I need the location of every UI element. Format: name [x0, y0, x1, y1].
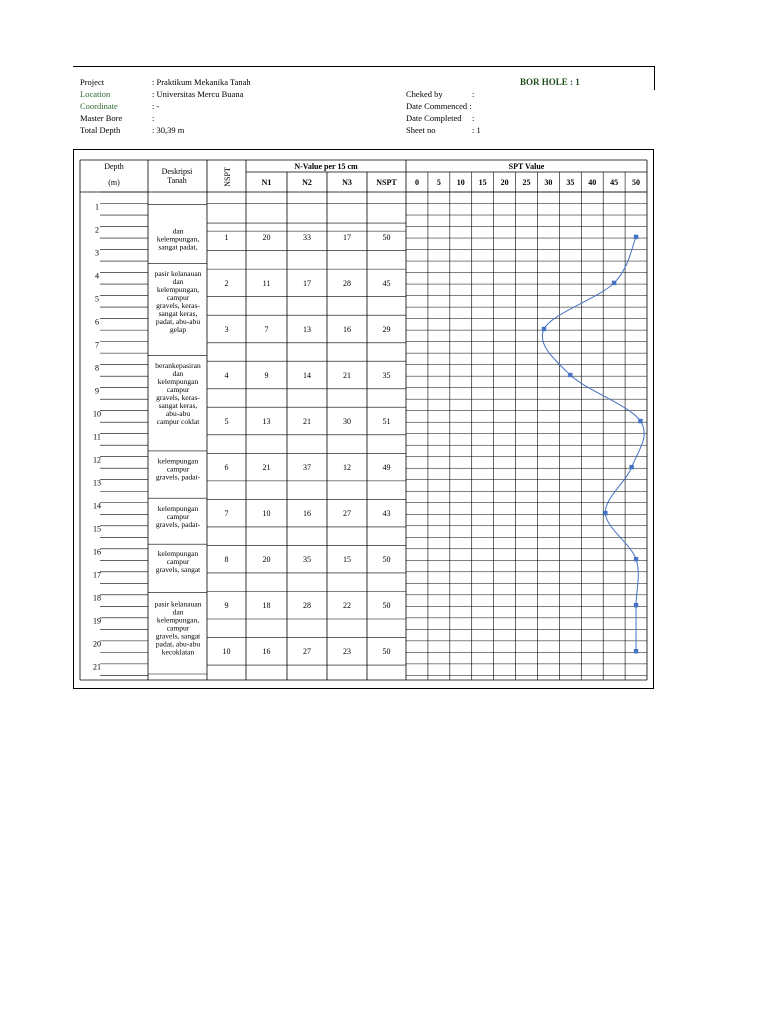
- drilling-row-label: Date Commenced :: [406, 101, 472, 111]
- drilling-row-value: :: [472, 89, 475, 99]
- depth-label: 17: [93, 570, 101, 580]
- soil-description-line: campur: [166, 293, 190, 303]
- n3-value: 15: [343, 555, 351, 565]
- depth-label: 19: [93, 616, 101, 626]
- soil-description-line: kelempungan,: [156, 615, 200, 625]
- depth-label: 9: [95, 386, 99, 396]
- n2-value: 17: [303, 278, 311, 288]
- drilling-row-label: Date Completed: [406, 113, 462, 123]
- spt-tick-label: 0: [414, 178, 419, 187]
- depth-label: 10: [93, 409, 101, 419]
- nvalue-subheader: N2: [302, 178, 312, 187]
- n3-value: 30: [343, 417, 351, 427]
- spt-tick-label: 35: [566, 178, 575, 187]
- spt-data-point: [542, 327, 546, 331]
- nvalue-group-header: N-Value per 15 cm: [294, 162, 358, 171]
- nvalue-subheader: N3: [342, 178, 352, 187]
- test-number: 8: [224, 555, 229, 565]
- n2-value: 14: [303, 371, 311, 380]
- project-row-label: Location: [80, 89, 111, 99]
- n1-value: 13: [262, 417, 271, 427]
- n2-value: 37: [303, 463, 311, 473]
- depth-label: 7: [95, 340, 99, 350]
- depth-label: 21: [93, 662, 101, 672]
- depth-header: Depth: [104, 162, 124, 171]
- soil-description-line: kelempungan,: [156, 234, 200, 244]
- n3-value: 12: [343, 463, 351, 473]
- project-row-label: Project: [80, 77, 105, 87]
- n1-value: 11: [262, 278, 271, 288]
- test-number: 6: [224, 463, 229, 473]
- spt-group-header: SPT Value: [508, 162, 545, 171]
- drilling-row-label: Sheet no: [406, 125, 436, 135]
- project-row-value: : Universitas Mercu Buana: [152, 89, 244, 99]
- depth-label: 5: [95, 294, 99, 304]
- n1-value: 9: [264, 371, 269, 380]
- depth-label: 12: [93, 455, 101, 465]
- n2-value: 13: [303, 324, 311, 334]
- n2-value: 27: [303, 647, 311, 657]
- nspt-value: 29: [382, 324, 391, 334]
- nspt-value: 43: [382, 509, 391, 519]
- n2-value: 35: [303, 555, 311, 565]
- n3-value: 22: [343, 601, 351, 611]
- test-number: 1: [224, 232, 229, 242]
- spt-tick-label: 45: [610, 178, 619, 187]
- spt-data-point: [634, 603, 638, 607]
- spt-data-point: [634, 557, 638, 561]
- soil-description-line: sangat keras,: [158, 309, 198, 319]
- soil-description-line: gravels, padat-: [155, 472, 201, 482]
- nspt-value: 50: [382, 601, 391, 611]
- depth-label: 11: [93, 432, 101, 442]
- n3-value: 21: [343, 371, 351, 380]
- nspt-value: 50: [382, 555, 391, 565]
- soil-description-line: kecoklatan: [161, 647, 195, 657]
- spt-tick-label: 30: [544, 178, 553, 187]
- bor-hole-title: BOR HOLE : 1: [520, 77, 580, 87]
- n2-value: 33: [303, 232, 311, 242]
- depth-label: 6: [95, 317, 99, 327]
- project-row-value: : Praktikum Mekanika Tanah: [152, 77, 251, 87]
- nspt-header: NSPT: [223, 167, 232, 187]
- soil-description-line: kelempungan: [157, 377, 199, 387]
- n3-value: 27: [343, 509, 351, 519]
- soil-description-line: dan: [172, 607, 184, 617]
- spt-tick-label: 10: [456, 178, 465, 187]
- soil-description-line: berankepasiran: [155, 361, 201, 371]
- test-number: 3: [224, 324, 229, 334]
- n2-value: 21: [303, 417, 311, 427]
- depth-label: 18: [93, 593, 101, 603]
- soil-description-line: dan: [172, 369, 184, 379]
- drilling-row-label: Cheked by: [406, 89, 443, 99]
- depth-label: 20: [93, 639, 101, 649]
- spt-data-point: [603, 511, 607, 515]
- spt-tick-label: 25: [522, 178, 531, 187]
- depth-label: 13: [93, 478, 101, 488]
- soil-description-line: abu-abu: [165, 409, 191, 419]
- soil-description-line: campur coklat: [156, 417, 200, 427]
- soil-description-line: gravels, keras-: [156, 393, 200, 403]
- spt-tick-label: 40: [588, 178, 597, 187]
- spt-tick-label: 15: [478, 178, 487, 187]
- soil-description-line: dan: [172, 277, 184, 287]
- nspt-value: 51: [382, 417, 391, 427]
- project-row-label: Master Bore: [80, 113, 123, 123]
- soil-description-line: padat, abu-abu: [155, 639, 201, 649]
- spt-data-point: [568, 373, 572, 377]
- soil-description-line: sangat keras,: [158, 401, 198, 411]
- soil-description-line: campur: [166, 556, 190, 566]
- nspt-value: 35: [382, 371, 391, 380]
- nspt-value: 50: [382, 232, 391, 242]
- depth-label: 8: [95, 363, 99, 373]
- project-row-value: :: [152, 113, 155, 123]
- test-number: 5: [224, 417, 229, 427]
- n1-value: 16: [262, 647, 271, 657]
- test-number: 4: [224, 371, 229, 380]
- soil-description-line: kelempungan: [157, 456, 199, 466]
- depth-unit-header: (m): [108, 178, 120, 187]
- spt-curve: [542, 237, 644, 651]
- n1-value: 21: [262, 463, 271, 473]
- n3-value: 16: [343, 324, 351, 334]
- test-number: 2: [224, 278, 229, 288]
- soil-description-line: kelempungan: [157, 548, 199, 558]
- depth-label: 15: [93, 524, 101, 534]
- nspt-value: 50: [382, 647, 391, 657]
- n1-value: 10: [262, 509, 271, 519]
- spt-data-point: [612, 281, 616, 285]
- n1-value: 20: [262, 555, 271, 565]
- spt-tick-label: 20: [500, 178, 509, 187]
- soil-description-line: gravels, sangat: [155, 564, 201, 574]
- spt-data-point: [634, 235, 638, 239]
- spt-data-point: [634, 649, 638, 653]
- soil-description-line: kelempungan,: [156, 285, 200, 295]
- soil-description-line: kelempungan: [157, 503, 199, 513]
- project-row-label: Coordinate: [80, 101, 118, 111]
- nvalue-subheader: NSPT: [376, 178, 397, 187]
- depth-label: 2: [95, 225, 99, 235]
- n3-value: 23: [343, 647, 351, 657]
- project-row-label: Total Depth: [80, 125, 121, 135]
- n2-value: 28: [303, 601, 311, 611]
- description-header: Deskripsi: [161, 167, 193, 176]
- soil-description-line: gravels, padat-: [155, 519, 201, 529]
- description-header: Tanah: [167, 176, 187, 185]
- n2-value: 16: [303, 509, 311, 519]
- n3-value: 28: [343, 278, 351, 288]
- depth-label: 14: [93, 501, 101, 511]
- test-number: 7: [224, 509, 229, 519]
- depth-label: 16: [93, 547, 101, 557]
- depth-label: 3: [95, 248, 99, 258]
- nspt-value: 45: [382, 278, 391, 288]
- soil-description-line: campur: [166, 385, 190, 395]
- soil-description-line: dan: [172, 226, 184, 236]
- n3-value: 17: [343, 232, 351, 242]
- depth-label: 4: [95, 271, 99, 281]
- soil-description-line: pasir kelanauan: [154, 269, 202, 279]
- nspt-value: 49: [382, 463, 391, 473]
- soil-description-line: gravels, keras-: [156, 301, 200, 311]
- soil-description-line: pasir kelanauan: [154, 599, 202, 609]
- soil-description-line: gelap: [169, 325, 187, 335]
- soil-description-line: campur: [166, 464, 190, 474]
- n1-value: 7: [264, 324, 269, 334]
- nvalue-subheader: N1: [261, 178, 272, 187]
- depth-label: 1: [95, 202, 99, 212]
- spt-data-point: [629, 465, 633, 469]
- spt-tick-label: 5: [436, 178, 441, 187]
- soil-description-line: campur: [166, 511, 190, 521]
- test-number: 9: [224, 601, 229, 611]
- soil-description-line: gravels, sangat: [155, 631, 201, 641]
- n1-value: 20: [262, 232, 271, 242]
- drilling-row-value: :: [472, 113, 475, 123]
- soil-description-line: padat, abu-abu: [155, 317, 201, 327]
- spt-tick-label: 50: [632, 178, 641, 187]
- spt-data-point: [638, 419, 642, 423]
- project-row-value: : 30,39 m: [152, 125, 185, 135]
- drilling-row-value: : 1: [472, 125, 481, 135]
- soil-description-line: campur: [166, 623, 190, 633]
- soil-description-line: sangat padat,: [158, 242, 198, 252]
- n1-value: 18: [262, 601, 271, 611]
- test-number: 10: [222, 647, 231, 657]
- project-row-value: : -: [152, 101, 160, 111]
